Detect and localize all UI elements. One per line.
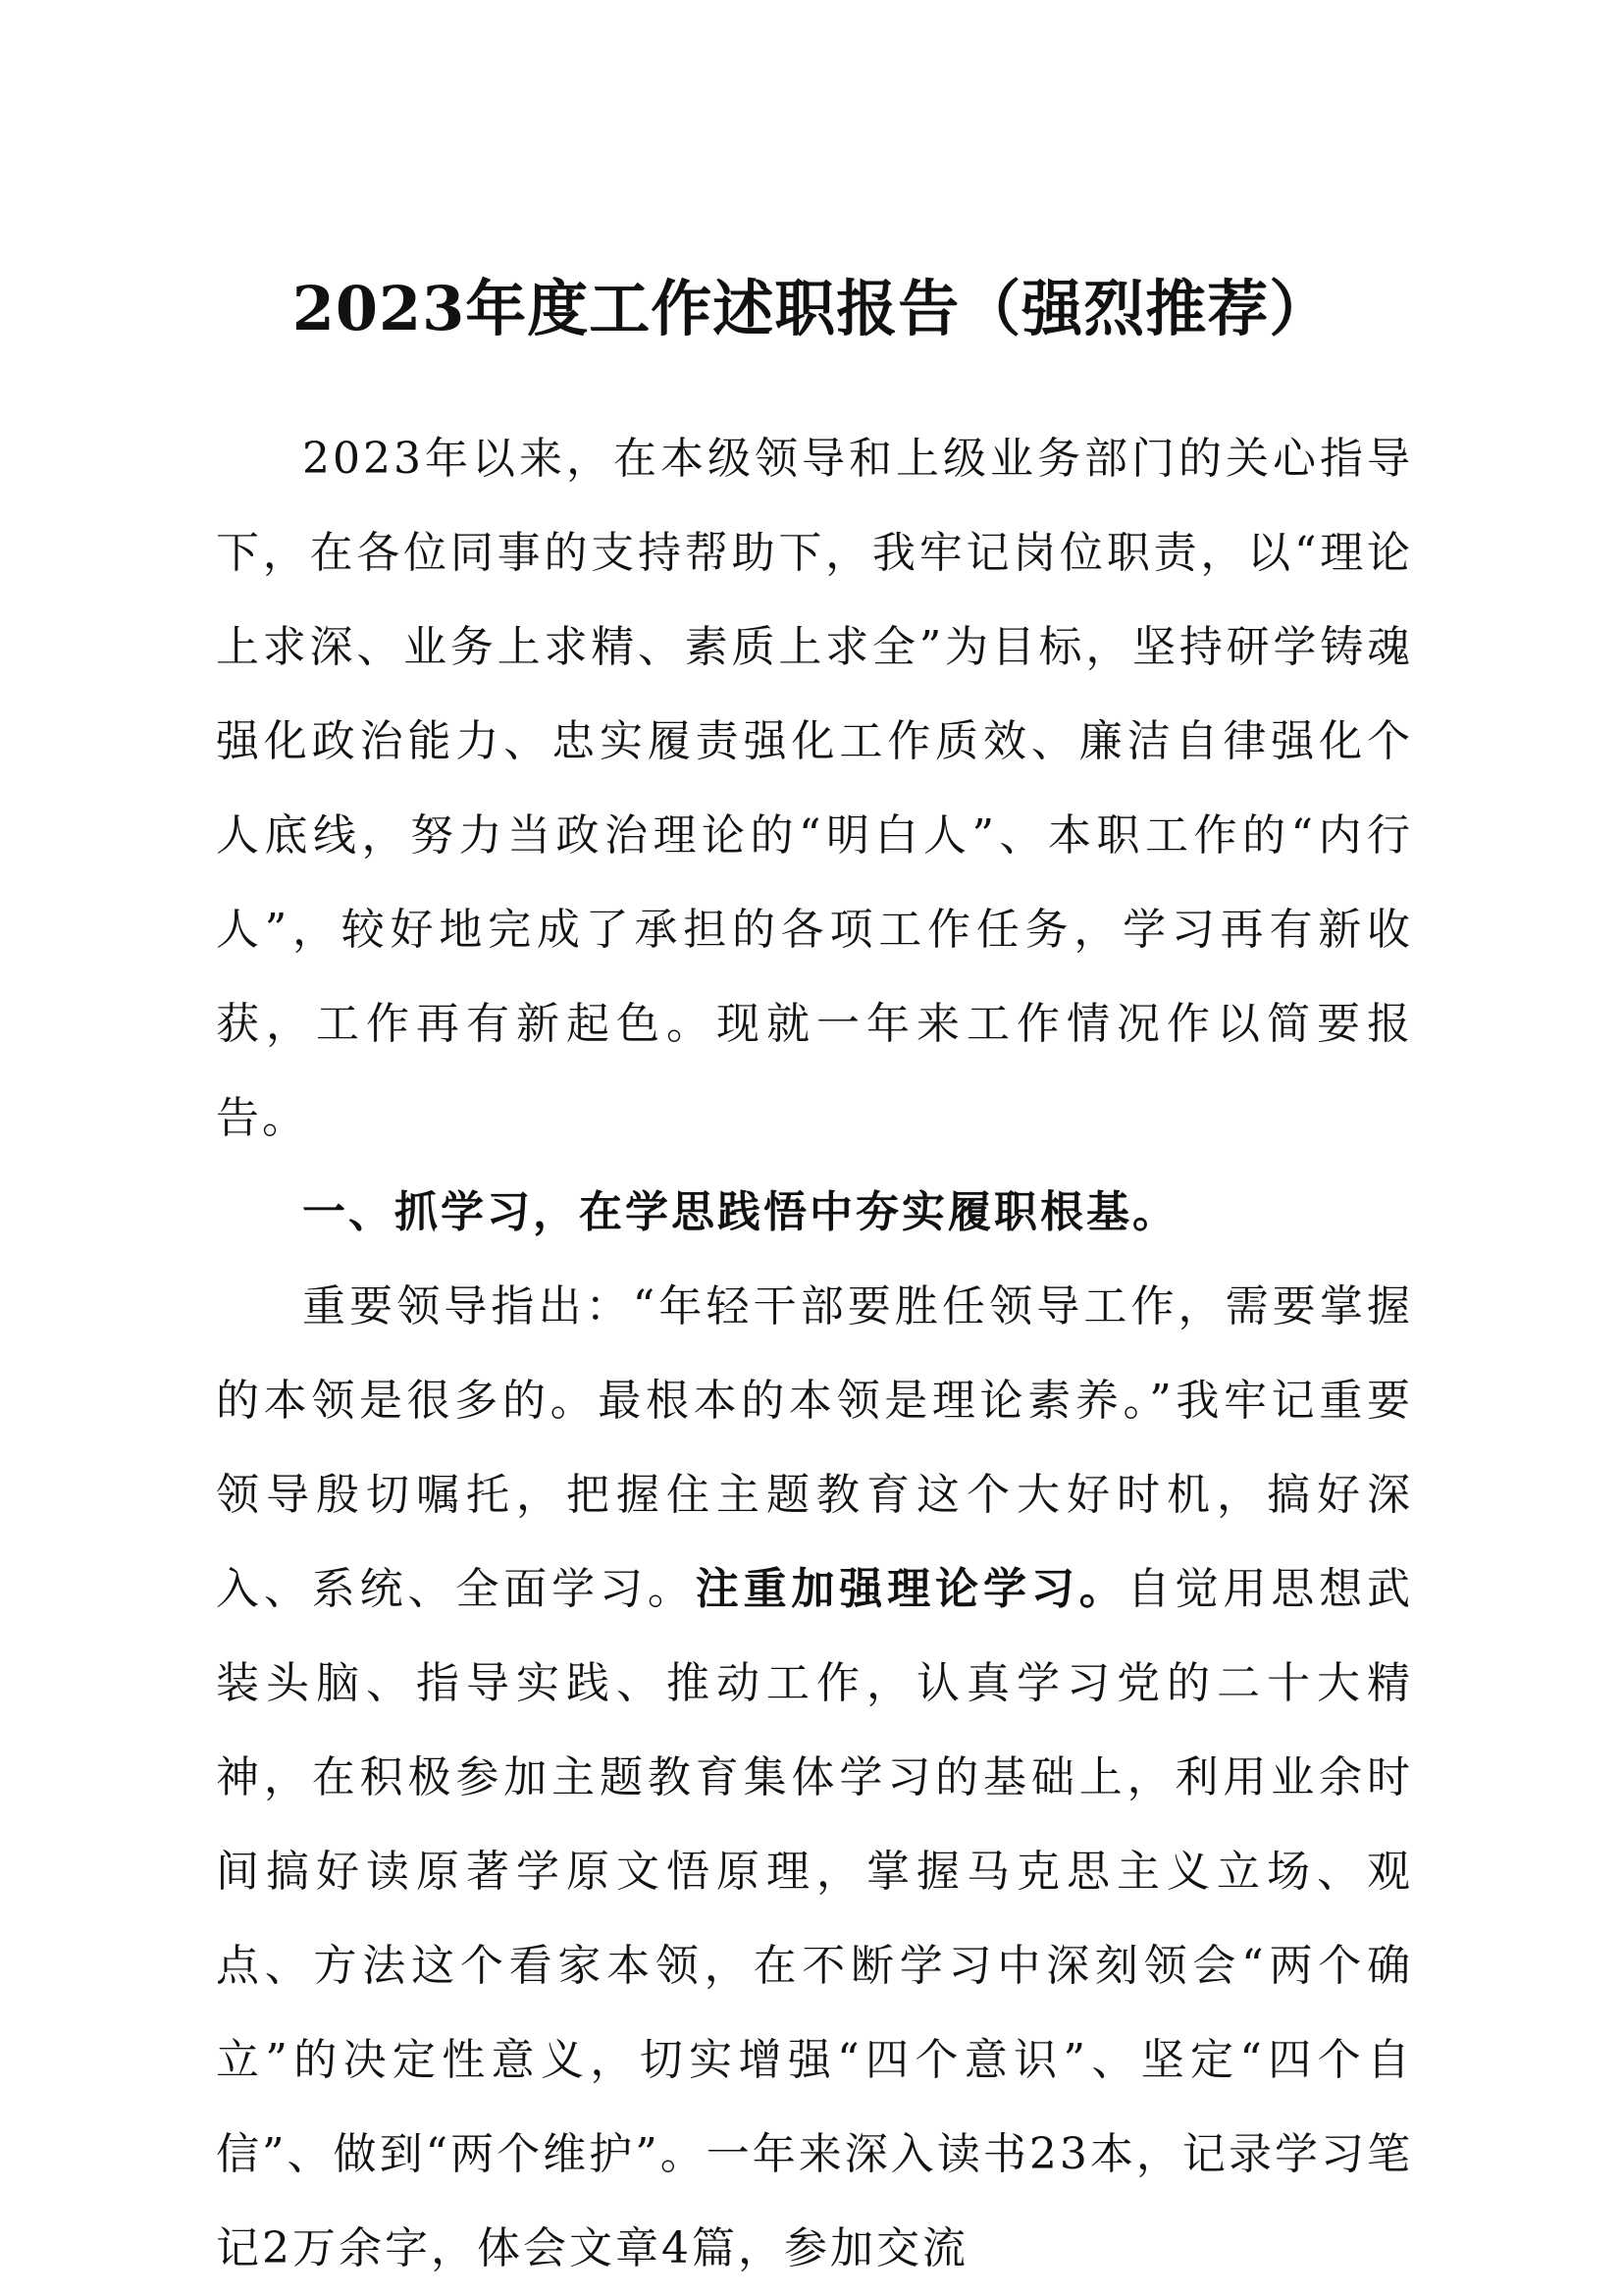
section-paragraph-rest: 自觉用思想武装头脑、指导实践、推动工作，认真学习党的二十大精神，在积极参加主题教育集体学习的基础上，利用业余时间搞好读原著学原文悟原理，掌握马克思主义立场、观点、方法这个看家本领，在不断学习中深刻领会“两个确立”的决定性意义，切实增强“四个意识”、坚定“四个自信”、做到“两个维护”。一年来深入读书23本，记录学习笔记2万余字，体会文章4篇，参加交流 bbox=[216, 1564, 1413, 2273]
document-body bbox=[216, 412, 1413, 2296]
section-paragraph bbox=[216, 1260, 1413, 2296]
document-title: 2023年度工作述职报告（强烈推荐） bbox=[291, 273, 1332, 344]
section-paragraph-bold-lead: 注重加强理论学习。 bbox=[695, 1564, 1127, 1614]
section-paragraph-start: 重要领导指出：“年轻干部要胜任领导工作，需要掌握的本领是很多的。最根本的本领是理论素养。”我牢记重要领导殷切嘱托，把握住主题教育这个大好时机，搞好深入、系统、全面学习。 bbox=[216, 1281, 1413, 1614]
section-heading: 一、抓学习，在学思践悟中夯实履职根基。 bbox=[302, 1187, 1178, 1237]
intro-paragraph: 2023年以来，在本级领导和上级业务部门的关心指导下，在各位同事的支持帮助下，我牢记岗位职责，以“理论上求深、业务上求精、素质上求全”为目标，坚持研学铸魂强化政治能力、忠实履责强化工作质效、廉洁自律强化个人底线，努力当政治理论的“明白人”、本职工作的“内行人”，较好地完成了承担的各项工作任务，学习再有新收获，工作再有新起色。现就一年来工作情况作以简要报告。 bbox=[216, 434, 1413, 1143]
